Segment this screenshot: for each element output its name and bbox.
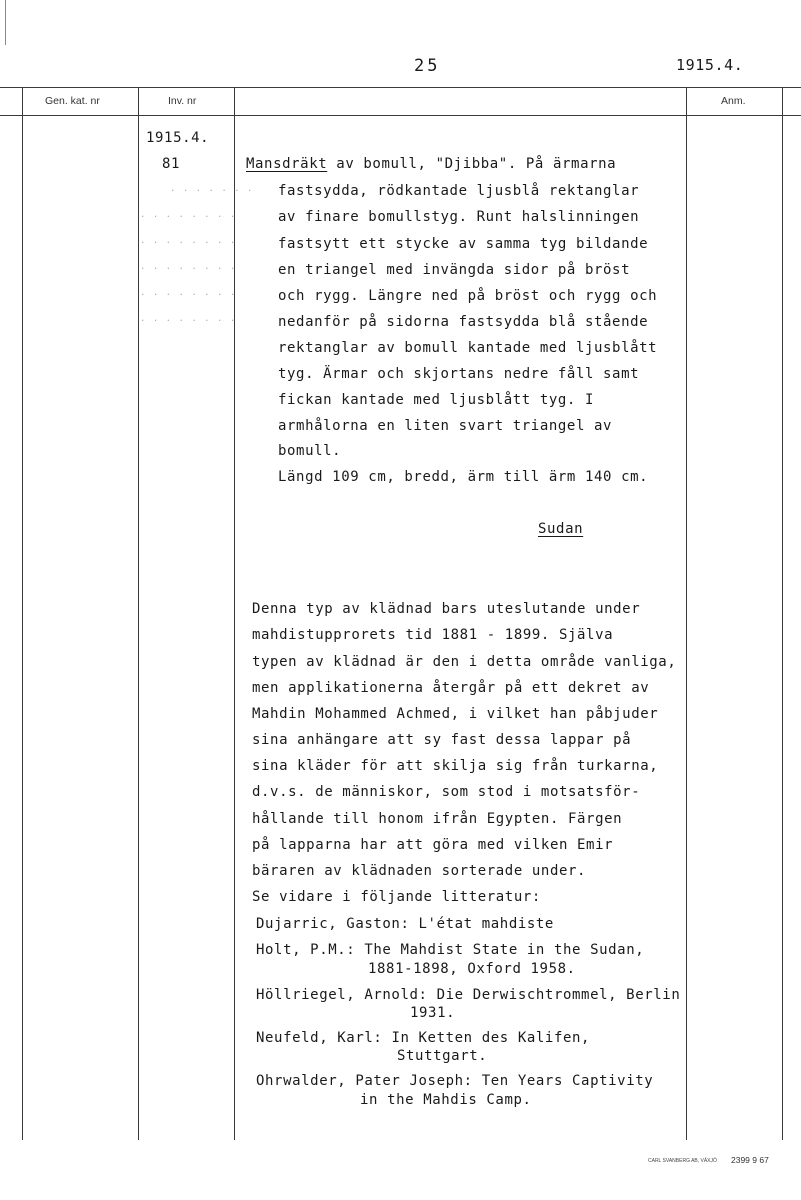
literature-author: Neufeld, Karl: bbox=[256, 1030, 383, 1046]
description-line: och rygg. Längre ned på bröst och rygg och bbox=[278, 288, 658, 304]
header-bottom-rule bbox=[0, 115, 801, 116]
description-line: rektanglar av bomull kantade med ljusblått bbox=[278, 340, 658, 356]
gen-kat-column-rule bbox=[138, 87, 139, 1140]
literature-author: Ohrwalder, Pater Joseph: bbox=[256, 1073, 473, 1089]
literature-author: Dujarric, Gaston: bbox=[256, 916, 410, 932]
left-edge-rule bbox=[22, 87, 23, 1140]
description-first-line bbox=[246, 156, 616, 172]
literature-entry bbox=[256, 1073, 653, 1089]
anm-column-header: Anm. bbox=[721, 95, 746, 107]
literature-continuation: 1881-1898, Oxford 1958. bbox=[368, 961, 576, 977]
notes-line: Se vidare i följande litteratur: bbox=[252, 889, 541, 905]
measurements-line: Längd 109 cm, bredd, ärm till ärm 140 cm. bbox=[278, 469, 649, 485]
form-code: 2399 9 67 bbox=[731, 1155, 769, 1165]
notes-line: Denna typ av klädnad bars uteslutande under bbox=[252, 601, 641, 617]
gen-kat-column-header: Gen. kat. nr bbox=[45, 95, 100, 107]
description-line: fastsytt ett stycke av samma tyg bildande bbox=[278, 236, 649, 252]
notes-line: mahdistupprorets tid 1881 - 1899. Själva bbox=[252, 627, 614, 643]
provenance: Sudan bbox=[538, 521, 584, 537]
notes-line: typen av klädnad är den i detta område vanliga, bbox=[252, 654, 677, 670]
literature-title: Die Derwischtrommel, Berlin bbox=[436, 987, 681, 1003]
notes-line: hållande till honom ifrån Egypten. Färgen bbox=[252, 811, 623, 827]
literature-entry bbox=[256, 1030, 590, 1046]
literature-entry bbox=[256, 942, 644, 958]
description-line: tyg. Ärmar och skjortans nedre fåll samt bbox=[278, 366, 640, 382]
description-line: bomull. bbox=[278, 443, 342, 459]
guide-dots: . . . . . . . . bbox=[140, 288, 237, 298]
guide-dots: . . . . . . . . bbox=[140, 314, 237, 324]
notes-line: Mahdin Mohammed Achmed, i vilket han påbjuder bbox=[252, 706, 659, 722]
description-line: av finare bomullstyg. Runt halslinningen bbox=[278, 209, 640, 225]
item-title: Mansdräkt bbox=[246, 156, 328, 172]
literature-title: The Mahdist State in the Sudan, bbox=[364, 942, 645, 958]
literature-author: Höllriegel, Arnold: bbox=[256, 987, 428, 1003]
description-line: fickan kantade med ljusblått tyg. I bbox=[278, 392, 595, 408]
description-line: fastsydda, rödkantade ljusblå rektanglar bbox=[278, 183, 640, 199]
page-number: 25 bbox=[414, 56, 441, 76]
right-edge-rule bbox=[782, 87, 783, 1140]
literature-entry bbox=[256, 987, 680, 1003]
anm-column-rule bbox=[686, 87, 687, 1140]
printer-imprint: CARL SVANBERG AB, VÄXJÖ bbox=[648, 1158, 717, 1164]
literature-continuation: in the Mahdis Camp. bbox=[360, 1092, 532, 1108]
punch-mark bbox=[5, 0, 6, 45]
guide-dots: . . . . . . . . bbox=[140, 262, 237, 272]
description-first-line-rest: av bomull, "Djibba". På ärmarna bbox=[327, 156, 617, 172]
notes-line: bäraren av klädnaden sorterade under. bbox=[252, 863, 587, 879]
description-line: en triangel med invängda sidor på bröst bbox=[278, 262, 631, 278]
inv-year: 1915.4. bbox=[146, 130, 210, 146]
notes-line: på lapparna har att göra med vilken Emir bbox=[252, 837, 614, 853]
description-line: armhålorna en liten svart triangel av bbox=[278, 418, 613, 434]
literature-title: L'état mahdiste bbox=[418, 916, 554, 932]
notes-line: sina kläder för att skilja sig från turkarna, bbox=[252, 758, 659, 774]
description-line: nedanför på sidorna fastsydda blå stående bbox=[278, 314, 649, 330]
literature-title: Ten Years Captivity bbox=[481, 1073, 654, 1089]
notes-line: sina anhängare att sy fast dessa lappar på bbox=[252, 732, 632, 748]
inv-number: 81 bbox=[162, 156, 181, 172]
accession-header: 1915.4. bbox=[676, 56, 744, 74]
header-top-rule bbox=[0, 87, 801, 88]
guide-dots: . . . . . . . . bbox=[140, 210, 237, 220]
literature-continuation: Stuttgart. bbox=[397, 1048, 488, 1064]
inv-column-header: Inv. nr bbox=[168, 95, 197, 107]
literature-entry bbox=[256, 916, 554, 932]
literature-title: In Ketten des Kalifen, bbox=[391, 1030, 591, 1046]
literature-continuation: 1931. bbox=[410, 1005, 456, 1021]
notes-line: d.v.s. de människor, som stod i motsatsför- bbox=[252, 784, 641, 800]
notes-line: men applikationerna återgår på ett dekret av bbox=[252, 680, 650, 696]
literature-author: Holt, P.M.: bbox=[256, 942, 356, 958]
guide-dots: . . . . . . . . bbox=[140, 236, 237, 246]
guide-dots: . . . . . . . bbox=[170, 184, 254, 194]
